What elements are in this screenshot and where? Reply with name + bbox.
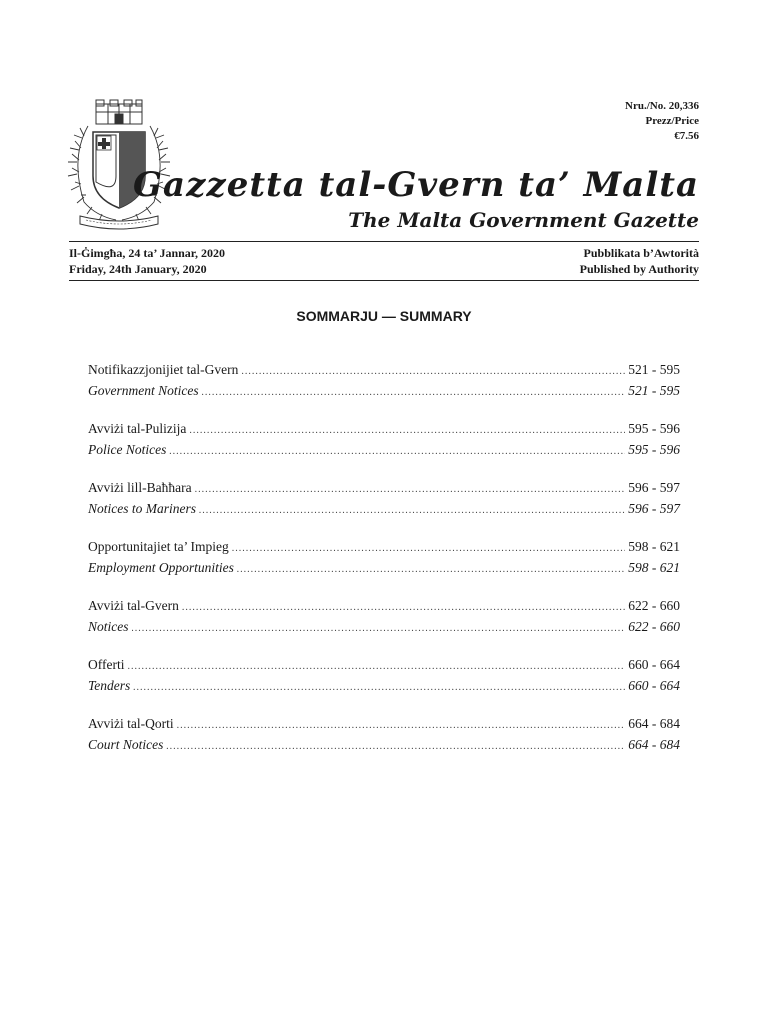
toc-pages: 596 - 597 — [628, 501, 680, 516]
toc-pages: 595 - 596 — [628, 421, 680, 436]
toc-entry — [88, 360, 680, 402]
dot-leader — [195, 480, 626, 499]
toc-label: Notices to Mariners — [88, 501, 196, 516]
toc-entry — [88, 596, 680, 638]
toc-label: Employment Opportunities — [88, 560, 234, 575]
toc-pages: 598 - 621 — [628, 560, 680, 575]
summary-heading: SOMMARJU — SUMMARY — [296, 308, 472, 324]
toc-entry — [88, 714, 680, 756]
toc-row-english — [88, 676, 680, 697]
toc-row-english — [88, 617, 680, 638]
header-rule-bottom — [69, 280, 699, 281]
gazette-title-maltese: Gazzetta tal-Gvern ta’ Malta — [133, 165, 699, 205]
dot-leader — [177, 716, 626, 735]
dot-leader — [166, 737, 625, 756]
toc-pages: 598 - 621 — [628, 539, 680, 554]
toc-pages: 660 - 664 — [628, 678, 680, 693]
toc-row-maltese — [88, 655, 680, 676]
toc-pages: 660 - 664 — [628, 657, 680, 672]
toc-row-maltese — [88, 419, 680, 440]
toc-row-english — [88, 735, 680, 756]
toc-label: Offerti — [88, 657, 125, 672]
toc-entry — [88, 537, 680, 579]
toc-label: Avviżi tal-Pulizija — [88, 421, 187, 436]
date-maltese: Il-Ġimgħa, 24 ta’ Jannar, 2020 — [69, 246, 226, 260]
dot-leader — [189, 421, 625, 440]
dot-leader — [202, 383, 626, 402]
toc-row-english — [88, 440, 680, 461]
dot-leader — [199, 501, 625, 520]
publication-date — [69, 245, 225, 277]
toc-label: Avviżi lill-Baħħara — [88, 480, 192, 495]
dot-leader — [182, 598, 625, 617]
dot-leader — [132, 619, 626, 638]
toc-entry — [88, 655, 680, 697]
toc-entry — [88, 478, 680, 520]
toc-label: Tenders — [88, 678, 131, 693]
toc-label: Opportunitajiet ta’ Impieg — [88, 539, 229, 554]
toc-label: Government Notices — [88, 383, 199, 398]
toc-pages: 596 - 597 — [628, 480, 680, 495]
toc-label: Police Notices — [88, 442, 167, 457]
gazette-title-english: The Malta Government Gazette — [348, 208, 699, 232]
toc-pages: 622 - 660 — [628, 598, 680, 613]
dot-leader — [237, 560, 625, 579]
toc-pages: 595 - 596 — [628, 442, 680, 457]
toc-label: Notices — [88, 619, 129, 634]
dot-leader — [241, 362, 625, 381]
price-value: €7.56 — [674, 130, 699, 142]
toc-row-english — [88, 499, 680, 520]
toc-pages: 622 - 660 — [628, 619, 680, 634]
issue-number: Nru./No. 20,336 — [625, 100, 699, 112]
date-english: Friday, 24th January, 2020 — [69, 262, 207, 276]
toc-label: Avviżi tal-Gvern — [88, 598, 179, 613]
authority-english: Published by Authority — [579, 262, 699, 276]
toc-row-english — [88, 558, 680, 579]
table-of-contents — [88, 360, 680, 773]
toc-entry — [88, 419, 680, 461]
issue-info — [625, 99, 699, 144]
toc-row-maltese — [88, 360, 680, 381]
toc-row-maltese — [88, 714, 680, 735]
toc-pages: 664 - 684 — [628, 737, 680, 752]
toc-row-english — [88, 381, 680, 402]
price-label: Prezz/Price — [645, 115, 699, 127]
toc-row-maltese — [88, 537, 680, 558]
toc-pages: 664 - 684 — [628, 716, 680, 731]
dot-leader — [169, 442, 625, 461]
toc-label: Avviżi tal-Qorti — [88, 716, 174, 731]
toc-pages: 521 - 595 — [628, 362, 680, 377]
dot-leader — [133, 678, 625, 697]
publication-authority — [580, 245, 699, 277]
dot-leader — [128, 657, 626, 676]
toc-label: Court Notices — [88, 737, 164, 752]
header-rule-top — [69, 241, 699, 242]
toc-pages: 521 - 595 — [628, 383, 680, 398]
toc-row-maltese — [88, 478, 680, 499]
authority-maltese: Pubblikata b’Awtorità — [583, 246, 699, 260]
toc-label: Notifikazzjonijiet tal-Gvern — [88, 362, 239, 377]
toc-row-maltese — [88, 596, 680, 617]
dot-leader — [232, 539, 626, 558]
